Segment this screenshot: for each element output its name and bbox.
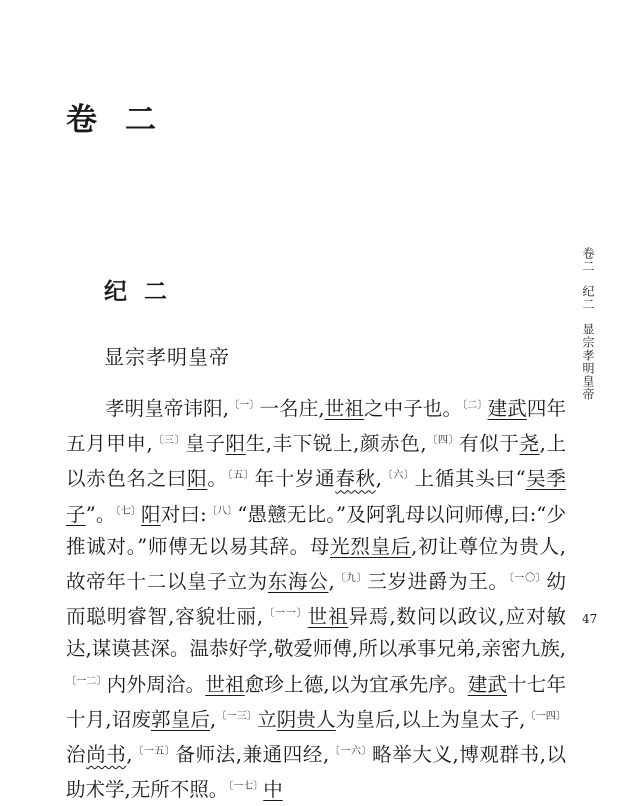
footnote-marker: 〔一七〕 — [228, 781, 264, 793]
proper-noun: 世祖 — [205, 672, 245, 696]
text-run: 年十岁通 — [254, 467, 336, 491]
footnote-marker: 〔四〕 — [426, 435, 460, 447]
footnote-marker: 〔三〕 — [152, 435, 186, 447]
text-run: 对曰: — [160, 502, 207, 526]
running-head-title: 显宗孝明皇帝 — [581, 323, 595, 401]
body-paragraph — [66, 390, 566, 806]
proper-noun: 建武 — [467, 672, 508, 696]
proper-noun: 吴季子 — [66, 467, 566, 526]
volume-heading: 卷二 — [66, 102, 184, 138]
footnote-marker: 〔一二〕 — [66, 675, 107, 687]
text-run: 上循其头曰“ — [414, 467, 526, 491]
text-run: 。 — [207, 467, 228, 491]
text-run: 生,丰下锐上,颜赤色, — [245, 432, 427, 456]
text-run: , — [210, 707, 217, 731]
text-run: 之中子也。 — [364, 397, 463, 420]
footnote-marker: 〔七〕 — [115, 505, 142, 517]
footnote-marker: 〔一五〕 — [132, 746, 176, 758]
proper-noun: 阴贵人 — [276, 707, 336, 731]
text-run: 愈珍上德,以为宜承先序。 — [244, 672, 468, 696]
footnote-marker: 〔二〕 — [462, 400, 488, 411]
text-run: “愚戆无比。”及阿乳母以问师傅,曰:“少推诚对。”师傅无以易其辞。母 — [66, 502, 566, 558]
text-run: 略举大义,博观群书,以助术学,无所不照。 — [66, 743, 567, 802]
running-head-volume: 卷二 — [581, 247, 595, 273]
footnote-marker: 〔一〕 — [228, 400, 260, 411]
footnote-marker: 〔一〇〕 — [508, 573, 547, 585]
page-number: 47 — [582, 612, 598, 626]
footnote-marker: 〔一三〕 — [216, 710, 258, 722]
text-run: 孝明皇帝讳阳, — [105, 397, 229, 420]
footnote-marker: 〔一一〕 — [263, 608, 308, 620]
text-run: 立 — [257, 707, 277, 731]
proper-noun: 世祖 — [307, 605, 349, 629]
text-run: 为皇后,以上为皇太子, — [335, 707, 526, 731]
proper-noun: 阳 — [225, 432, 246, 456]
text-run: 一名庄, — [259, 397, 325, 420]
footnote-marker: 〔九〕 — [334, 573, 368, 585]
footnote-marker: 〔八〕 — [206, 505, 238, 517]
proper-noun: 光烈皇后 — [330, 534, 412, 558]
proper-noun: 阳 — [141, 502, 161, 526]
footnote-marker: 〔五〕 — [227, 470, 255, 482]
proper-noun: 阳 — [187, 467, 208, 491]
text-run: , — [126, 743, 133, 767]
chapter-subtitle: 显宗孝明皇帝 — [104, 345, 230, 369]
text-run: 内外周洽。 — [106, 672, 206, 696]
text-run: 异焉,数问以政议,应对敏达,谋谟甚深。温恭好学,敬爱师傅,所以承事兄弟,亲密九族, — [66, 605, 566, 661]
proper-noun: 东海公 — [267, 570, 329, 594]
text-run: , — [375, 467, 382, 491]
text-run: ”。 — [85, 502, 116, 526]
text-run: 治 — [66, 743, 87, 767]
running-head — [581, 247, 595, 401]
footnote-marker: 〔一四〕 — [525, 710, 566, 722]
book-title: 尚书 — [86, 743, 127, 767]
proper-noun: 中 — [263, 778, 283, 802]
running-head-section: 纪二 — [581, 285, 595, 311]
footnote-marker: 〔六〕 — [381, 470, 415, 482]
text-run: , — [328, 570, 335, 594]
body-text — [66, 390, 566, 806]
book-title: 春秋 — [335, 467, 376, 491]
text-run: 备师法,兼通四经, — [175, 743, 330, 767]
text-run: 幼而聪明睿智,容貌壮丽, — [66, 570, 566, 629]
proper-noun: 尧 — [519, 432, 540, 456]
text-run: 四年五月甲申, — [66, 397, 566, 456]
proper-noun: 世祖 — [324, 397, 365, 420]
proper-noun: 建武 — [487, 397, 527, 420]
text-run: ,上以赤色名之曰 — [66, 432, 566, 491]
text-run: 皇子 — [185, 432, 226, 456]
proper-noun: 郭皇后 — [151, 707, 211, 731]
text-run: ,初让尊位为贵人,故帝年十二以皇子立为 — [66, 534, 566, 594]
text-run: 十七年十月,诏废 — [66, 672, 566, 731]
footnote-marker: 〔一六〕 — [329, 746, 373, 758]
section-heading: 纪二 — [104, 278, 184, 305]
text-run: 有似于 — [459, 432, 520, 456]
text-run: 三岁进爵为王。 — [367, 570, 509, 594]
